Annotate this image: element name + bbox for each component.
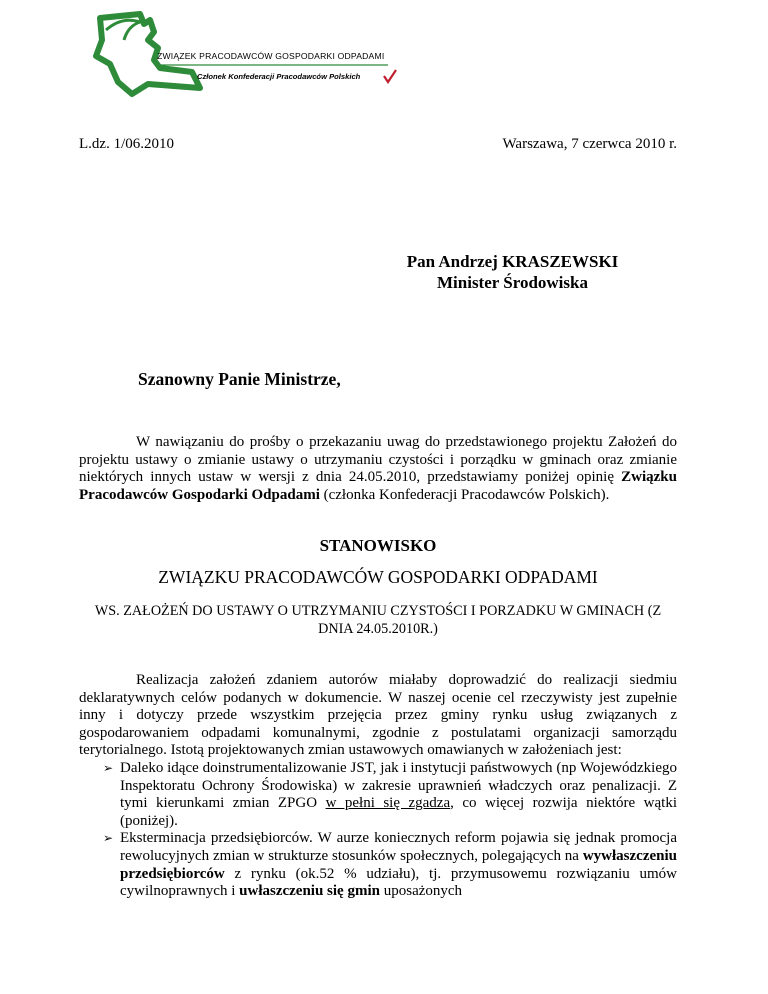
bullet-list bbox=[79, 760, 677, 901]
list-item: ➢ Eksterminacja przedsiębiorców. W aurze koniecznych reform pojawia się jednak promocja rewolucyjnych zmian w strukturze stosunków społecznych, polegających na wywłaszczeniu przedsiębiorców z rynku (ok.52 % udziału), tj. przymusowemu rozwiązaniu umów cywilnoprawnych i uwłaszczeniu się gmin uposażonych bbox=[103, 830, 677, 900]
logo-check-icon bbox=[384, 70, 396, 82]
underlined-phrase: w pełni się zgadza bbox=[325, 795, 451, 812]
body-paragraph: Realizacja założeń zdaniem autorów miałaby doprowadzić do realizacji siedmiu deklaratywnych celów podanych w dokumencie. W naszej ocenie cel rzeczywisty jest zupełnie inny i dotyczy przede wszystkim przejęcia przez gminy rynku usług związanych z gospodarowaniem odpadami komunalnymi, zgodnie z postulatami organizacji samorządu terytorialnego. Istotą projektowanych zmian ustawowych omawianych w założeniach jest: bbox=[79, 672, 677, 759]
intro-org-bold: Związku Pracodawców Gospodarki Odpadami bbox=[79, 469, 677, 503]
addressee-block bbox=[300, 251, 725, 293]
bold-phrase: wywłaszczeniu przedsiębiorców bbox=[120, 847, 677, 882]
list-item: ➢ Daleko idące doinstrumentalizowanie JST, jak i instytucji państwowych (np Wojewódzkiego Inspektoratu Ochrony Środowiska) w zakresie uprawnień władczych oraz penalizacji. Z tymi kierunkami zmian ZPGO w pełni się zgadza, co więcej rozwija niektóre wątki (poniżej). bbox=[103, 760, 678, 829]
reference-number: L.dz. 1/06.2010 bbox=[79, 136, 174, 152]
salutation: Szanowny Panie Ministrze, bbox=[138, 369, 341, 389]
heading-stanowisko: STANOWISKO bbox=[319, 536, 437, 555]
bold-phrase: uwłaszczeniu się gmin bbox=[239, 883, 380, 900]
intro-paragraph bbox=[79, 434, 677, 504]
heading-organization: ZWIĄZKU PRACODAWCÓW GOSPODARKI ODPADAMI bbox=[158, 567, 598, 587]
letterhead-member-line: Członek Konfederacji Pracodawców Polskich bbox=[197, 72, 361, 81]
intro-text-2: (członka Konfederacji Pracodawców Polskich). bbox=[319, 486, 610, 503]
logo-swoosh-icon bbox=[106, 20, 140, 40]
addressee-name: Pan Andrzej KRASZEWSKI bbox=[406, 252, 619, 271]
letterhead-org-name: ZWIĄZEK PRACODAWCÓW GOSPODARKI ODPADAMI bbox=[157, 51, 385, 61]
arrow-bullet-icon: ➢ bbox=[103, 761, 114, 775]
heading-subject: WS. ZAŁOŻEŃ DO USTAWY O UTRZYMANIU CZYSTOŚCI I PORZADKU W GMINACH (Z DNIA 24.05.2010R.) bbox=[94, 603, 662, 637]
letter-date: Warszawa, 7 czerwca 2010 r. bbox=[502, 136, 677, 152]
addressee-title: Minister Środowiska bbox=[437, 273, 588, 292]
arrow-bullet-icon: ➢ bbox=[103, 831, 114, 846]
intro-text-1: W nawiązaniu do prośby o przekazaniu uwag do przedstawionego projektu Założeń do projektu ustawy o zmianie ustawy o utrzymaniu czystości i porządku w gminach oraz zmianie niektórych innych ustaw w wersji z dnia 24.05.2010, przedstawiamy poniżej opinię bbox=[79, 434, 677, 486]
